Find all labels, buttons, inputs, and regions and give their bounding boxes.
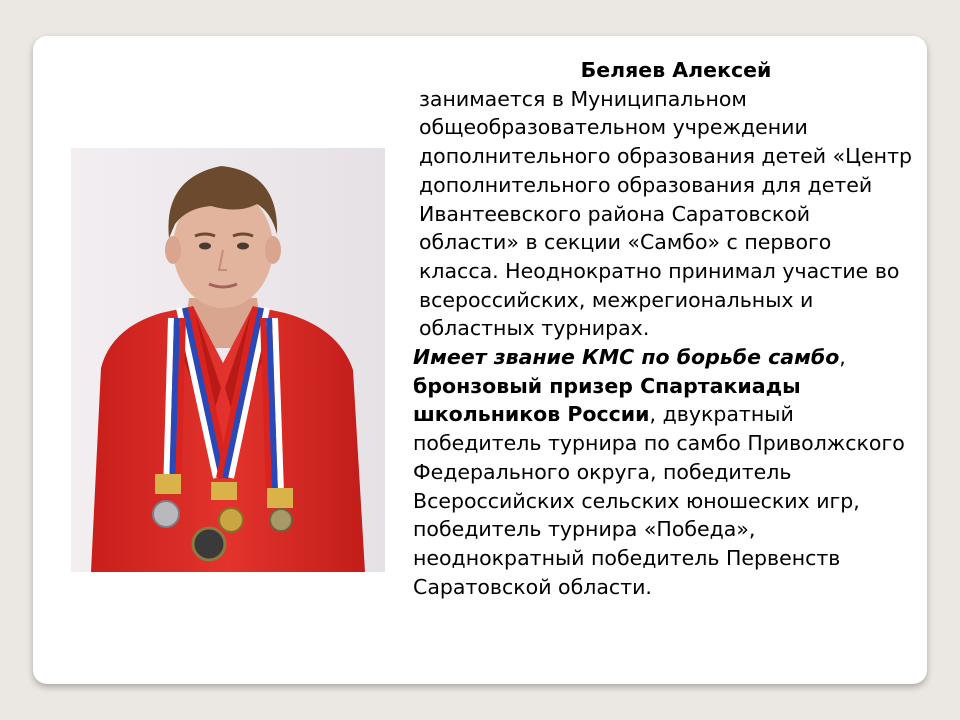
slide-card [33, 36, 927, 684]
comma-separator-2: , [649, 402, 657, 427]
bronze-text: бронзовый призер Спартакиады школьников России [413, 373, 801, 427]
bio-text [413, 56, 913, 601]
rank-text: Имеет звание КМС по борьбе самбо [413, 345, 840, 370]
athlete-photo [71, 148, 385, 572]
portrait-photo-icon [71, 148, 385, 572]
bio-paragraph [413, 85, 913, 343]
page-title: Беляев Алексей [580, 58, 772, 82]
achievements-paragraph [413, 343, 913, 601]
comma-separator: , [839, 345, 846, 370]
achievements-text: двукратный победитель турнира по самбо Приволжского Федерального округа, победитель Всероссийских сельских юношеских игр, победитель турнира «Победа», неоднократный победитель Первенств Саратовской области. [413, 402, 905, 599]
intro-text: занимается в Муниципальном общеобразовательном учреждении дополнительного образования детей «Центр дополнительного образования для детей Ивантеевского района Саратовской области» в секции «Самбо» с первого класса. Неоднократно принимал участие во всероссийских, межрегиональных и областных турнирах. [419, 86, 913, 341]
